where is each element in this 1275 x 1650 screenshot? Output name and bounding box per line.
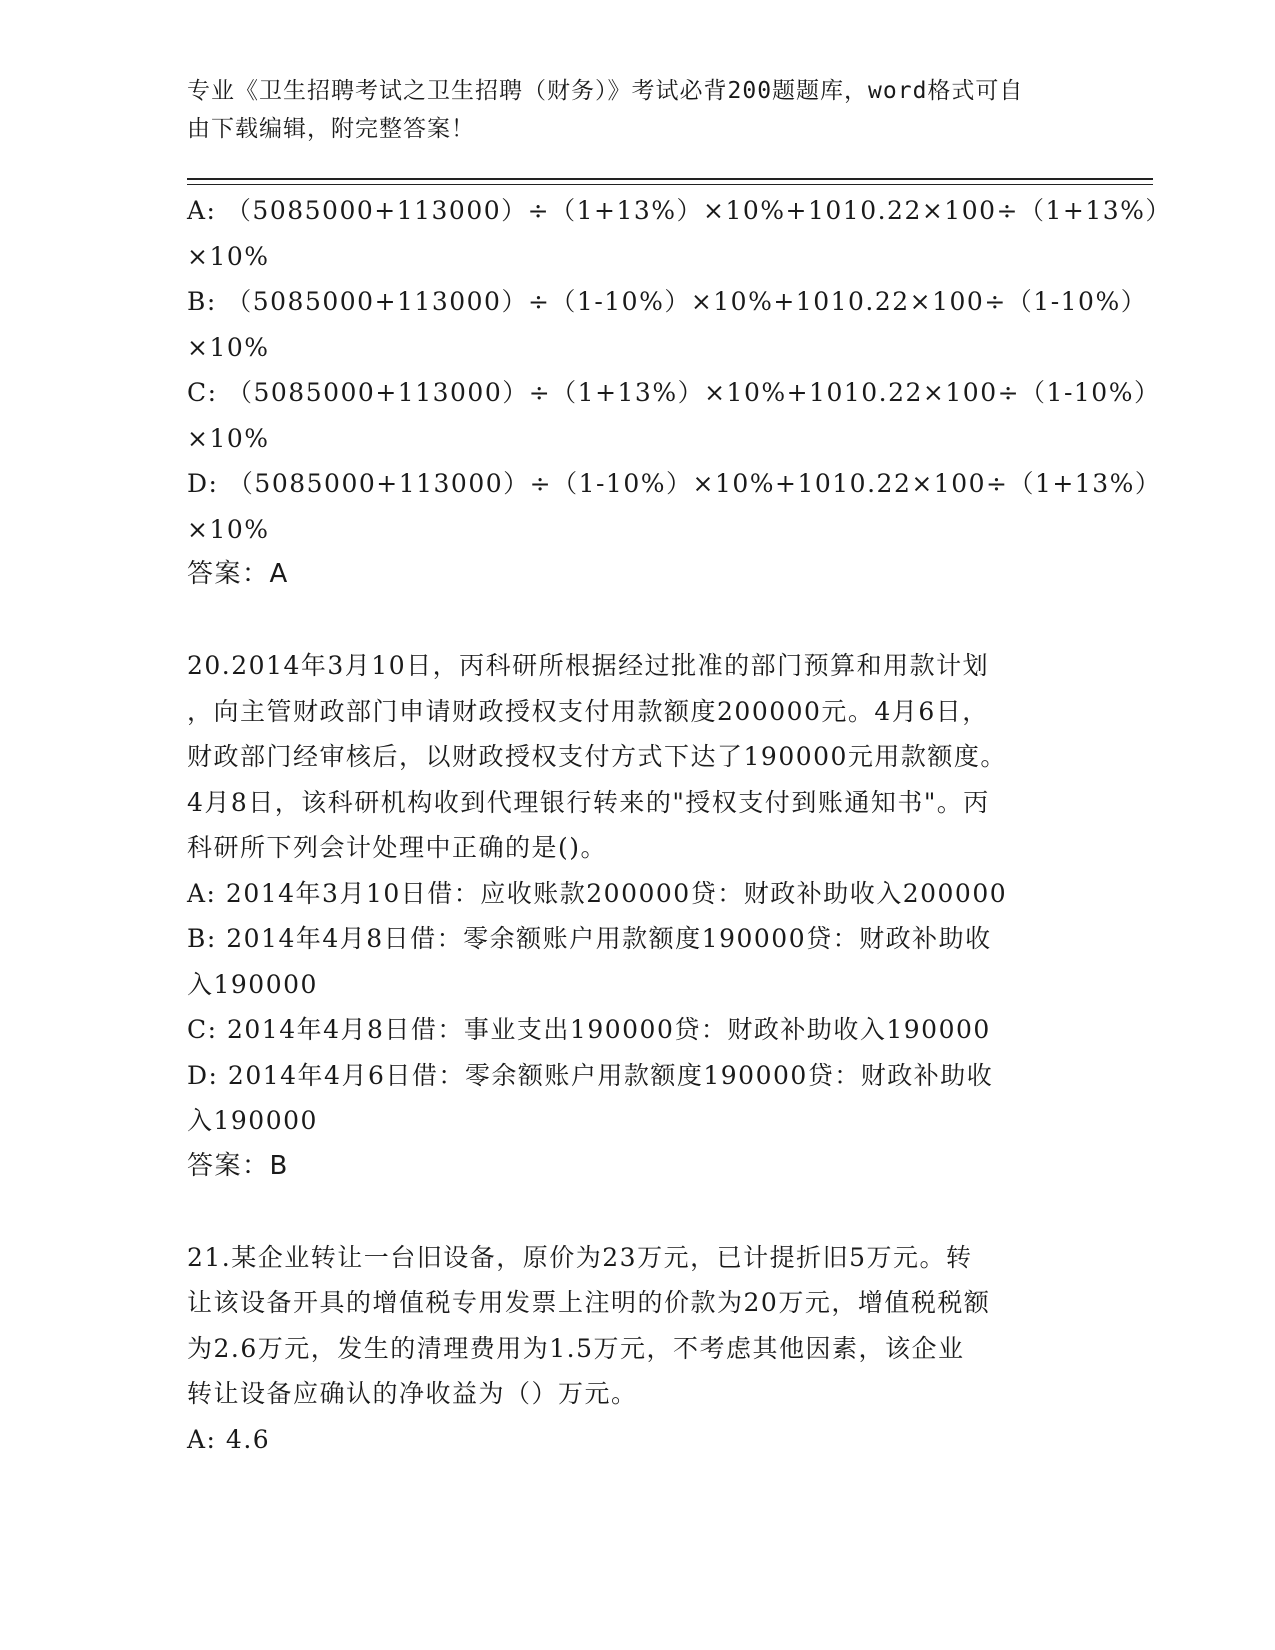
option-text: 入190000 (187, 1106, 318, 1135)
header-line: 由下载编辑，附完整答案！ (187, 116, 475, 142)
option-text: D: （5085000+113000）÷（1-10%）×10%+1010.22×100÷（1+13%） (187, 469, 1162, 498)
stem-line: 4月8日，该科研机构收到代理银行转来的"授权支付到账通知书"。丙 (187, 787, 990, 817)
stem-line: 20.2014年3月10日，丙科研所根据经过批准的部门预算和用款计划 (187, 651, 990, 680)
option-text: B: 2014年4月8日借：零余额账户用款额度190000贷：财政补助收 (187, 924, 992, 953)
header-rule-thin (187, 184, 1153, 185)
q20-option-a (187, 871, 1087, 917)
q20-stem (187, 643, 1087, 871)
stem-line: 让该设备开具的增值税专用发票上注明的价款为20万元，增值税税额 (187, 1288, 991, 1317)
stem-line: 科研所下列会计处理中正确的是()。 (187, 833, 608, 862)
option-text: B: （5085000+113000）÷（1-10%）×10%+1010.22×100÷（1-10%） (187, 287, 1148, 316)
option-text: C: 2014年4月8日借：事业支出190000贷：财政补助收入190000 (187, 1015, 991, 1044)
document-body (187, 188, 1172, 1462)
option-text: A: 2014年3月10日借：应收账款200000贷：财政补助收入200000 (187, 878, 1008, 908)
q20-option-c (187, 1007, 1087, 1053)
q19-option-d (187, 461, 1162, 552)
option-text: A: 4.6 (187, 1424, 271, 1454)
spacer (187, 1189, 1087, 1235)
q19-option-a (187, 188, 1172, 279)
option-text: C: （5085000+113000）÷（1+13%）×10%+1010.22×100÷（1-10%） (187, 378, 1161, 407)
option-text: ×10% (187, 332, 270, 362)
q20-answer: 答案：B (187, 1150, 289, 1181)
stem-line: 21.某企业转让一台旧设备，原价为23万元，已计提折旧5万元。转 (187, 1242, 973, 1272)
q21-option-a (187, 1417, 1087, 1463)
option-text: ×10% (187, 423, 270, 453)
q20-option-b (187, 916, 1087, 1007)
header-rule (187, 178, 1153, 180)
q19-option-c (187, 370, 1161, 461)
stem-line: 为2.6万元，发生的清理费用为1.5万元，不考虑其他因素，该企业 (187, 1333, 965, 1363)
stem-line: ，向主管财政部门申请财政授权支付用款额度200000元。4月6日， (187, 696, 989, 726)
document-header (187, 72, 1067, 148)
header-line: 专业《卫生招聘考试之卫生招聘（财务）》考试必背200题题库，word格式可自 (187, 78, 1024, 104)
q20-option-d (187, 1053, 1087, 1144)
option-text: ×10% (187, 514, 270, 544)
q19-option-b (187, 279, 1148, 370)
option-text: D: 2014年4月6日借：零余额账户用款额度190000贷：财政补助收 (187, 1060, 994, 1090)
stem-line: 财政部门经审核后，以财政授权支付方式下达了190000元用款额度。 (187, 742, 1007, 771)
option-text: A: （5085000+113000）÷（1+13%）×10%+1010.22×100÷（1+13%） (187, 196, 1172, 225)
option-text: ×10% (187, 241, 270, 271)
stem-line: 转让设备应确认的净收益为（）万元。 (187, 1379, 638, 1408)
q19-answer: 答案：A (187, 559, 289, 589)
spacer (187, 598, 1087, 644)
q21-stem (187, 1235, 1087, 1417)
option-text: 入190000 (187, 969, 318, 999)
